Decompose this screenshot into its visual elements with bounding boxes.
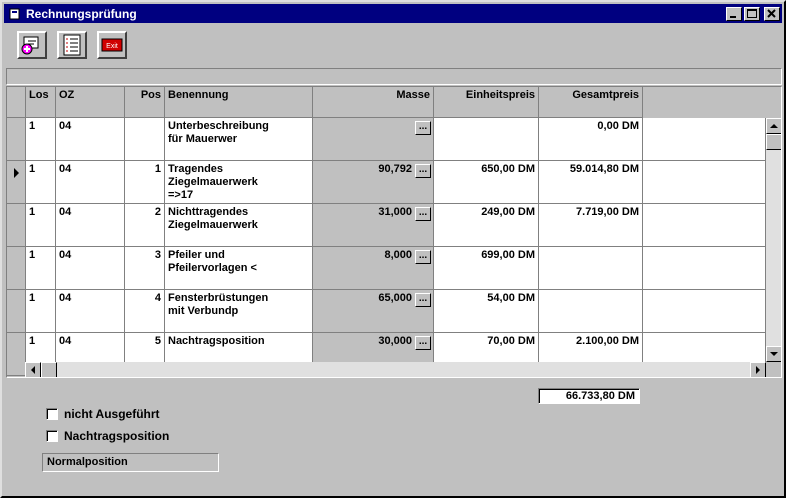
cell-einheitspreis[interactable] bbox=[434, 161, 539, 204]
cell-benennung-text: Nichttragendes Ziegelmauerwerk bbox=[168, 206, 258, 231]
cell-masse[interactable] bbox=[313, 118, 434, 161]
maximize-icon bbox=[745, 8, 759, 20]
cell-benennung-text: Nachtragsposition bbox=[168, 335, 265, 347]
list-icon bbox=[59, 33, 85, 57]
cell-pos[interactable] bbox=[125, 290, 165, 333]
minimize-icon bbox=[727, 8, 741, 20]
cell-einheitspreis-text: 650,00 DM bbox=[481, 163, 535, 175]
cell-pos-text: 3 bbox=[154, 249, 161, 261]
masse-detail-button[interactable]: ... bbox=[415, 121, 431, 135]
cell-masse-text: 90,792 bbox=[378, 163, 412, 175]
cell-gesamtpreis[interactable] bbox=[539, 247, 643, 290]
cell-masse[interactable] bbox=[313, 204, 434, 247]
cell-benennung-text: Unterbeschreibung für Mauerwer bbox=[168, 120, 269, 145]
arrow-up-icon bbox=[767, 119, 781, 133]
row-selector[interactable] bbox=[7, 204, 26, 247]
cell-benennung-text: Fensterbrüstungen mit Verbundp bbox=[168, 292, 269, 317]
cell-los-text: 1 bbox=[29, 120, 36, 132]
nicht-ausgefuehrt-checkbox[interactable] bbox=[46, 408, 58, 420]
column-header-gesamtpreis[interactable]: Gesamtpreis bbox=[539, 87, 643, 118]
list-button[interactable] bbox=[57, 31, 87, 59]
cell-einheitspreis[interactable] bbox=[434, 204, 539, 247]
cell-gesamtpreis[interactable] bbox=[539, 118, 643, 161]
horizontal-scrollbar[interactable] bbox=[25, 362, 766, 378]
cell-oz-text: 04 bbox=[59, 206, 72, 218]
masse-detail-button[interactable]: ... bbox=[415, 293, 431, 307]
svg-text:Exit: Exit bbox=[106, 43, 118, 50]
cell-oz-text: 04 bbox=[59, 249, 72, 261]
cell-los-text: 1 bbox=[29, 335, 36, 347]
cell-gesamtpreis[interactable] bbox=[539, 161, 643, 204]
cell-los-text: 1 bbox=[29, 292, 36, 304]
cell-gesamtpreis-text: 7.719,00 DM bbox=[576, 206, 639, 218]
table-row[interactable] bbox=[7, 290, 766, 333]
cell-pos-text: 1 bbox=[154, 163, 161, 175]
cell-einheitspreis-text: 249,00 DM bbox=[481, 206, 535, 218]
cell-oz[interactable] bbox=[56, 118, 125, 161]
masse-detail-button[interactable]: ... bbox=[415, 250, 431, 264]
row-selector[interactable] bbox=[7, 247, 26, 290]
masse-detail-button[interactable]: ... bbox=[415, 164, 431, 178]
cell-benennung-text: Pfeiler und Pfeilervorlagen < bbox=[168, 249, 257, 274]
column-header-oz[interactable]: OZ bbox=[56, 87, 125, 118]
cell-einheitspreis[interactable] bbox=[434, 247, 539, 290]
cell-benennung[interactable] bbox=[165, 290, 313, 333]
column-header-los[interactable]: Los bbox=[26, 87, 56, 118]
horizontal-scroll-thumb[interactable] bbox=[41, 362, 57, 378]
scroll-down-button[interactable] bbox=[766, 346, 782, 362]
cell-filler bbox=[643, 290, 766, 333]
add-position-button[interactable] bbox=[17, 31, 47, 59]
add-position-icon bbox=[19, 33, 45, 57]
nicht-ausgefuehrt-label[interactable]: nicht Ausgeführt bbox=[64, 407, 160, 421]
cell-oz[interactable] bbox=[56, 161, 125, 204]
row-selector[interactable] bbox=[7, 118, 26, 161]
cell-pos[interactable] bbox=[125, 247, 165, 290]
cell-benennung[interactable] bbox=[165, 247, 313, 290]
cell-benennung-text: Tragendes Ziegelmauerwerk =>17 bbox=[168, 163, 258, 201]
arrow-right-icon bbox=[751, 363, 765, 377]
cell-los[interactable] bbox=[26, 290, 56, 333]
cell-benennung[interactable] bbox=[165, 204, 313, 247]
cell-einheitspreis[interactable] bbox=[434, 290, 539, 333]
table-row[interactable] bbox=[7, 161, 766, 204]
column-header-masse[interactable]: Masse bbox=[313, 87, 434, 118]
current-row-icon bbox=[10, 163, 22, 183]
cell-oz-text: 04 bbox=[59, 292, 72, 304]
cell-los[interactable] bbox=[26, 247, 56, 290]
cell-masse-text: 31,000 bbox=[378, 206, 412, 218]
cell-benennung[interactable] bbox=[165, 118, 313, 161]
cell-masse-text: 30,000 bbox=[378, 335, 412, 347]
cell-oz-text: 04 bbox=[59, 335, 72, 347]
masse-detail-button[interactable]: ... bbox=[415, 336, 431, 350]
vertical-scroll-thumb[interactable] bbox=[766, 134, 782, 150]
filter-bar bbox=[6, 68, 782, 85]
title-bar bbox=[4, 4, 782, 23]
row-selector[interactable] bbox=[7, 161, 26, 204]
cell-los-text: 1 bbox=[29, 206, 36, 218]
position-type-status: Normalposition bbox=[42, 453, 219, 472]
close-icon bbox=[765, 8, 779, 20]
column-header-pos[interactable]: Pos bbox=[125, 87, 165, 118]
column-header-einheitspreis[interactable]: Einheitspreis bbox=[434, 87, 539, 118]
vertical-scrollbar[interactable] bbox=[766, 118, 782, 362]
scroll-right-button[interactable] bbox=[750, 362, 766, 378]
arrow-down-icon bbox=[767, 347, 781, 361]
scroll-up-button[interactable] bbox=[766, 118, 782, 134]
cell-gesamtpreis[interactable] bbox=[539, 204, 643, 247]
row-selector[interactable] bbox=[7, 333, 26, 376]
cell-los[interactable] bbox=[26, 204, 56, 247]
cell-los[interactable] bbox=[26, 161, 56, 204]
maximize-button[interactable] bbox=[744, 7, 760, 21]
cell-los[interactable] bbox=[26, 118, 56, 161]
toolbar bbox=[4, 24, 782, 66]
cell-masse[interactable] bbox=[313, 247, 434, 290]
close-button[interactable] bbox=[764, 7, 780, 21]
cell-filler bbox=[643, 161, 766, 204]
scroll-left-button[interactable] bbox=[25, 362, 41, 378]
row-selector[interactable] bbox=[7, 290, 26, 333]
nachtragsposition-label[interactable]: Nachtragsposition bbox=[64, 429, 170, 443]
cell-gesamtpreis[interactable] bbox=[539, 290, 643, 333]
column-header-benennung[interactable]: Benennung bbox=[165, 87, 313, 118]
cell-masse[interactable] bbox=[313, 290, 434, 333]
table-row[interactable] bbox=[7, 247, 766, 290]
table-row[interactable] bbox=[7, 204, 766, 247]
app-icon bbox=[8, 7, 22, 21]
cell-pos[interactable] bbox=[125, 118, 165, 161]
table-row[interactable] bbox=[7, 118, 766, 161]
exit-button[interactable] bbox=[97, 31, 127, 59]
masse-detail-button[interactable]: ... bbox=[415, 207, 431, 221]
cell-oz-text: 04 bbox=[59, 163, 72, 175]
cell-masse-text: 8,000 bbox=[384, 249, 412, 261]
cell-oz[interactable] bbox=[56, 290, 125, 333]
cell-benennung[interactable] bbox=[165, 161, 313, 204]
cell-filler bbox=[643, 247, 766, 290]
cell-filler bbox=[643, 118, 766, 161]
exit-icon bbox=[99, 33, 125, 57]
cell-pos-text: 5 bbox=[154, 335, 161, 347]
cell-los-text: 1 bbox=[29, 163, 36, 175]
cell-masse[interactable] bbox=[313, 161, 434, 204]
positions-grid bbox=[6, 86, 782, 378]
cell-los-text: 1 bbox=[29, 249, 36, 261]
window-title: Rechnungsprüfung bbox=[26, 6, 137, 21]
cell-pos-text: 2 bbox=[154, 206, 161, 218]
cell-oz[interactable] bbox=[56, 247, 125, 290]
cell-einheitspreis-text: 70,00 DM bbox=[487, 335, 535, 347]
cell-pos-text: 4 bbox=[154, 292, 161, 304]
cell-pos[interactable] bbox=[125, 161, 165, 204]
cell-gesamtpreis-text: 59.014,80 DM bbox=[569, 163, 639, 175]
cell-filler bbox=[643, 204, 766, 247]
cell-einheitspreis-text: 54,00 DM bbox=[487, 292, 535, 304]
row-selector-header bbox=[7, 87, 26, 118]
cell-pos[interactable] bbox=[125, 204, 165, 247]
cell-einheitspreis-text: 699,00 DM bbox=[481, 249, 535, 261]
cell-oz[interactable] bbox=[56, 204, 125, 247]
arrow-left-icon bbox=[26, 363, 40, 377]
total-field: 66.733,80 DM bbox=[538, 388, 640, 404]
nachtragsposition-checkbox[interactable] bbox=[46, 430, 58, 442]
minimize-button[interactable] bbox=[726, 7, 742, 21]
cell-masse-text: 65,000 bbox=[378, 292, 412, 304]
cell-gesamtpreis-text: 2.100,00 DM bbox=[576, 335, 639, 347]
cell-gesamtpreis-text: 0,00 DM bbox=[597, 120, 639, 132]
cell-oz-text: 04 bbox=[59, 120, 72, 132]
cell-einheitspreis[interactable] bbox=[434, 118, 539, 161]
